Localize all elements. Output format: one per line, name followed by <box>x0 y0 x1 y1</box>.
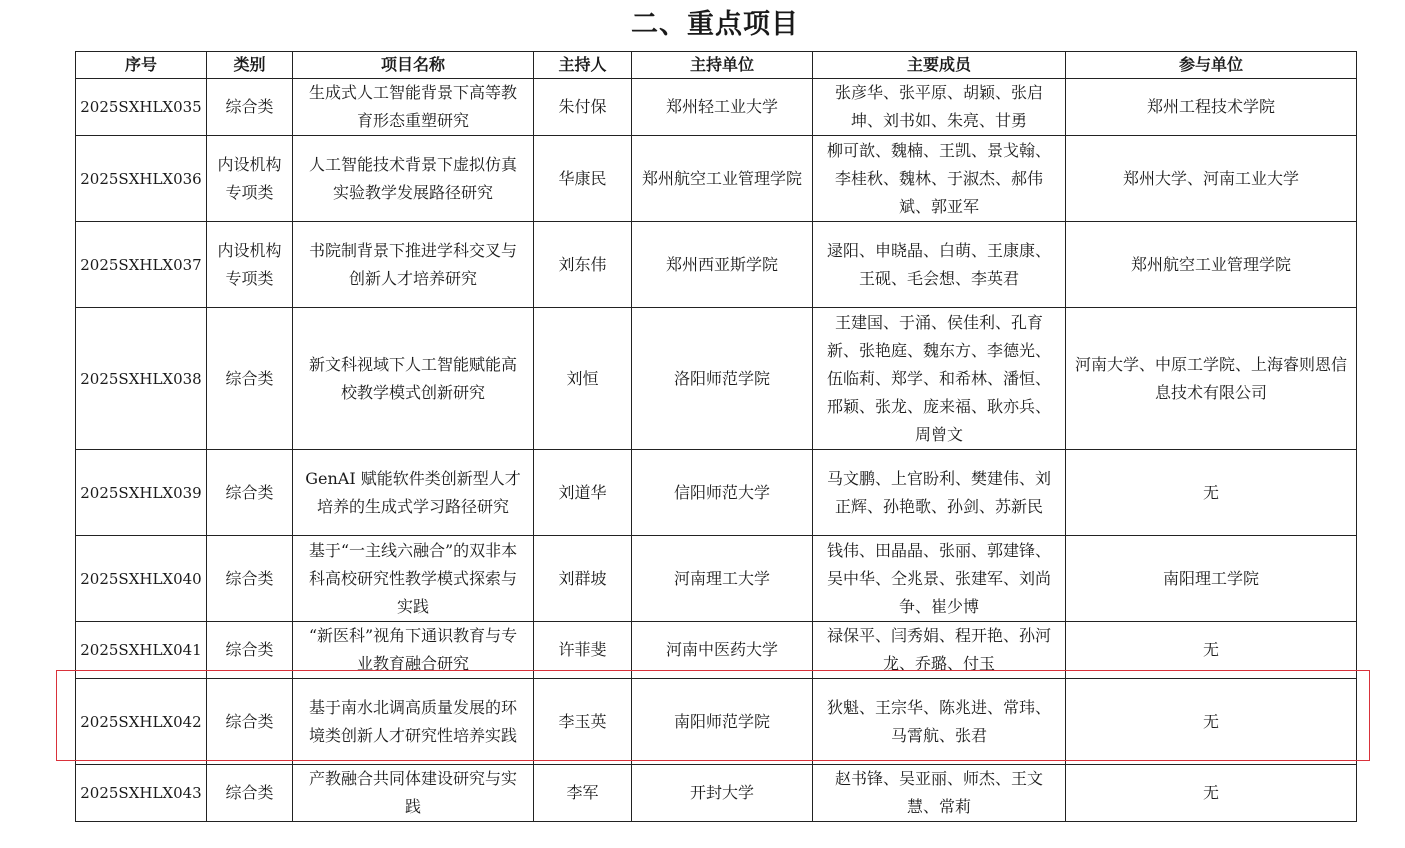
cell-project: 基于南水北调高质量发展的环境类创新人才研究性培养实践 <box>293 679 534 765</box>
table-row-highlighted <box>76 679 1357 765</box>
cell-host: 朱付保 <box>534 79 632 136</box>
cell-host-unit: 信阳师范大学 <box>632 450 813 536</box>
header-members: 主要成员 <box>813 52 1066 79</box>
cell-project: 新文科视域下人工智能赋能高校教学模式创新研究 <box>293 308 534 450</box>
cell-host-unit: 河南理工大学 <box>632 536 813 622</box>
cell-host-unit: 郑州航空工业管理学院 <box>632 136 813 222</box>
cell-host: 刘群坡 <box>534 536 632 622</box>
cell-project: 生成式人工智能背景下高等教育形态重塑研究 <box>293 79 534 136</box>
cell-host-unit: 郑州轻工业大学 <box>632 79 813 136</box>
cell-category: 综合类 <box>207 679 293 765</box>
cell-no: 2025SXHLX038 <box>76 308 207 450</box>
cell-members: 逯阳、申晓晶、白萌、王康康、王砚、毛会想、李英君 <box>813 222 1066 308</box>
cell-no: 2025SXHLX040 <box>76 536 207 622</box>
header-partners: 参与单位 <box>1066 52 1357 79</box>
table-row <box>76 536 1357 622</box>
cell-category: 综合类 <box>207 765 293 822</box>
cell-project: 书院制背景下推进学科交叉与创新人才培养研究 <box>293 222 534 308</box>
cell-category: 综合类 <box>207 308 293 450</box>
header-host-unit: 主持单位 <box>632 52 813 79</box>
cell-host: 华康民 <box>534 136 632 222</box>
cell-host-unit: 洛阳师范学院 <box>632 308 813 450</box>
cell-host: 许菲斐 <box>534 622 632 679</box>
cell-partners: 无 <box>1066 679 1357 765</box>
header-host: 主持人 <box>534 52 632 79</box>
cell-partners: 无 <box>1066 622 1357 679</box>
cell-host: 李玉英 <box>534 679 632 765</box>
cell-category: 内设机构专项类 <box>207 222 293 308</box>
table-row <box>76 136 1357 222</box>
cell-no: 2025SXHLX039 <box>76 450 207 536</box>
table-row <box>76 222 1357 308</box>
cell-host: 李军 <box>534 765 632 822</box>
cell-host-unit: 河南中医药大学 <box>632 622 813 679</box>
cell-category: 综合类 <box>207 450 293 536</box>
cell-category: 综合类 <box>207 622 293 679</box>
cell-host: 刘道华 <box>534 450 632 536</box>
cell-partners: 河南大学、中原工学院、上海睿则恩信息技术有限公司 <box>1066 308 1357 450</box>
cell-partners: 无 <box>1066 765 1357 822</box>
cell-project: 产教融合共同体建设研究与实践 <box>293 765 534 822</box>
cell-project: GenAI 赋能软件类创新型人才培养的生成式学习路径研究 <box>293 450 534 536</box>
cell-project: “新医科”视角下通识教育与专业教育融合研究 <box>293 622 534 679</box>
cell-host: 刘东伟 <box>534 222 632 308</box>
cell-host: 刘恒 <box>534 308 632 450</box>
cell-members: 张彦华、张平原、胡颖、张启坤、刘书如、朱亮、甘勇 <box>813 79 1066 136</box>
cell-members: 赵书锋、吴亚丽、师杰、王文慧、常莉 <box>813 765 1066 822</box>
cell-no: 2025SXHLX036 <box>76 136 207 222</box>
cell-category: 内设机构专项类 <box>207 136 293 222</box>
cell-host-unit: 开封大学 <box>632 765 813 822</box>
page-title: 二、重点项目 <box>631 9 799 40</box>
cell-members: 柳可歆、魏楠、王凯、景戈翰、李桂秋、魏林、于淑杰、郝伟斌、郭亚军 <box>813 136 1066 222</box>
table-row <box>76 450 1357 536</box>
cell-category: 综合类 <box>207 79 293 136</box>
cell-partners: 南阳理工学院 <box>1066 536 1357 622</box>
table-row <box>76 308 1357 450</box>
project-table <box>75 51 1357 822</box>
table-row <box>76 622 1357 679</box>
cell-partners: 郑州工程技术学院 <box>1066 79 1357 136</box>
header-row <box>76 52 1357 79</box>
cell-members: 钱伟、田晶晶、张丽、郭建锋、吴中华、仝兆景、张建军、刘尚争、崔少博 <box>813 536 1066 622</box>
cell-partners: 郑州大学、河南工业大学 <box>1066 136 1357 222</box>
cell-partners: 郑州航空工业管理学院 <box>1066 222 1357 308</box>
cell-members: 王建国、于涌、侯佳利、孔育新、张艳庭、魏东方、李德光、伍临莉、郑学、和希林、潘恒、邢颖、张龙、庞来福、耿亦兵、周曾文 <box>813 308 1066 450</box>
header-no: 序号 <box>76 52 207 79</box>
table-row <box>76 79 1357 136</box>
header-category: 类别 <box>207 52 293 79</box>
cell-members: 禄保平、闫秀娟、程开艳、孙河龙、乔璐、付玉 <box>813 622 1066 679</box>
cell-no: 2025SXHLX037 <box>76 222 207 308</box>
cell-project: 人工智能技术背景下虚拟仿真实验教学发展路径研究 <box>293 136 534 222</box>
header-project: 项目名称 <box>293 52 534 79</box>
cell-host-unit: 南阳师范学院 <box>632 679 813 765</box>
cell-no: 2025SXHLX042 <box>76 679 207 765</box>
cell-category: 综合类 <box>207 536 293 622</box>
cell-partners: 无 <box>1066 450 1357 536</box>
cell-no: 2025SXHLX041 <box>76 622 207 679</box>
cell-host-unit: 郑州西亚斯学院 <box>632 222 813 308</box>
cell-no: 2025SXHLX043 <box>76 765 207 822</box>
table-row <box>76 765 1357 822</box>
cell-no: 2025SXHLX035 <box>76 79 207 136</box>
cell-members: 狄魁、王宗华、陈兆进、常玮、马霄航、张君 <box>813 679 1066 765</box>
cell-members: 马文鹏、上官盼利、樊建伟、刘正辉、孙艳歌、孙剑、苏新民 <box>813 450 1066 536</box>
cell-project: 基于“一主线六融合”的双非本科高校研究性教学模式探索与实践 <box>293 536 534 622</box>
